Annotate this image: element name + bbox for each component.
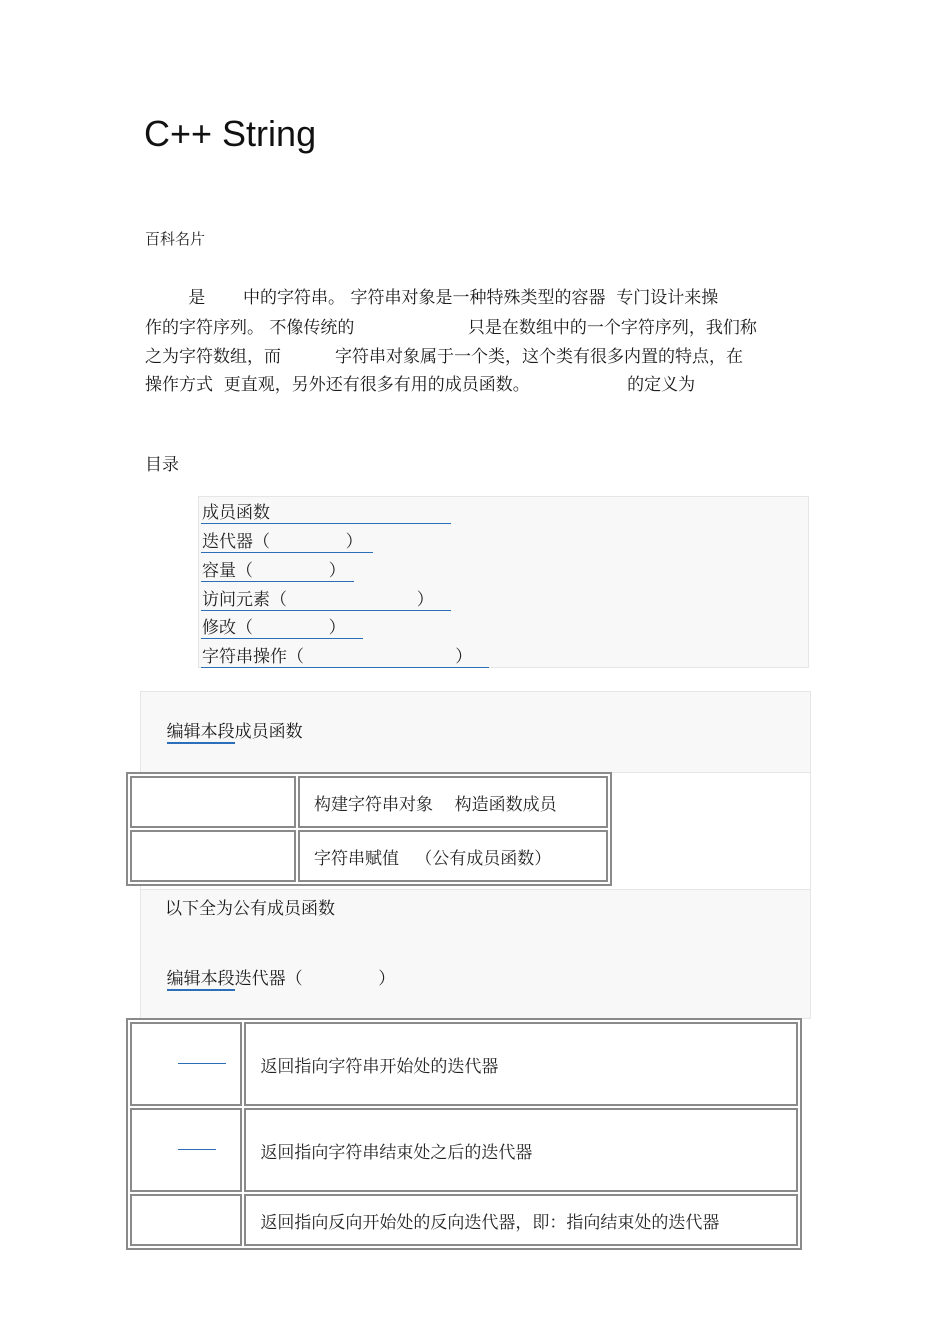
table-row [130,776,608,828]
function-name-cell[interactable] [130,830,296,882]
toc-item-element-access[interactable]: 访问元素（ ） [202,590,434,610]
table-row [130,830,608,882]
function-name-cell[interactable] [130,1194,242,1246]
section-heading [145,944,395,1009]
toc-underline [201,523,451,524]
toc-heading: 目录 [145,455,179,475]
intro-line: 作的字符序列。 不像传统的 只是在数组中的一个字符序列，我们称 [145,318,757,338]
toc-item-modifiers[interactable]: 修改（ ） [202,618,346,638]
toc-underline [201,552,373,553]
page-title: C++ String [144,113,317,154]
toc-item-capacity[interactable]: 容量（ ） [202,561,346,581]
toc-item-member-functions[interactable]: 成员函数 [202,503,270,523]
function-link[interactable] [178,1063,226,1064]
table-row [130,1194,798,1246]
table-row [130,1108,798,1192]
toc-underline [201,581,354,582]
toc-item-string-operations[interactable]: 字符串操作（ ） [202,647,473,667]
section-iterators [140,889,811,1019]
toc-underline [201,610,451,611]
table-row [130,1022,798,1106]
intro-line: 是 中的字符串。 字符串对象是一种特殊类型的容器 专门设计来操 [145,288,719,308]
toc-item-iterators[interactable]: 迭代器（ ） [202,532,363,552]
function-desc-cell: 返回指向字符串结束处之后的迭代器 [244,1108,798,1192]
toc-underline [201,638,363,639]
edit-section-link[interactable]: 编辑本段 [166,969,235,989]
section-title: 迭代器（ ） [234,969,396,989]
function-name-cell[interactable] [130,1108,242,1192]
function-name-cell[interactable] [130,1022,242,1106]
function-name-cell[interactable] [130,776,296,828]
edit-section-link[interactable]: 编辑本段 [166,722,235,742]
function-desc-cell: 返回指向反向开始处的反向迭代器，即：指向结束处的迭代器 [244,1194,798,1246]
card-label: 百科名片 [145,230,206,248]
intro-line: 操作方式 更直观，另外还有很多有用的成员函数。 的定义为 [145,375,696,395]
function-desc-cell: 返回指向字符串开始处的迭代器 [244,1022,798,1106]
toc-underline [201,667,489,668]
intro-line: 之为字符数组，而 字符串对象属于一个类，这个类有很多内置的特点，在 [145,347,744,367]
function-desc-cell: 构建字符串对象 构造函数成员 [298,776,608,828]
iterators-table [126,1018,802,1250]
note-text: 以下全为公有成员函数 [165,899,335,919]
section-title: 成员函数 [234,722,303,742]
table-of-contents [198,496,809,668]
function-desc-cell: 字符串赋值 （公有成员函数） [298,830,608,882]
function-link[interactable] [178,1149,216,1150]
member-functions-table [126,772,612,886]
section-member-functions [140,691,811,773]
section-heading [145,697,303,762]
